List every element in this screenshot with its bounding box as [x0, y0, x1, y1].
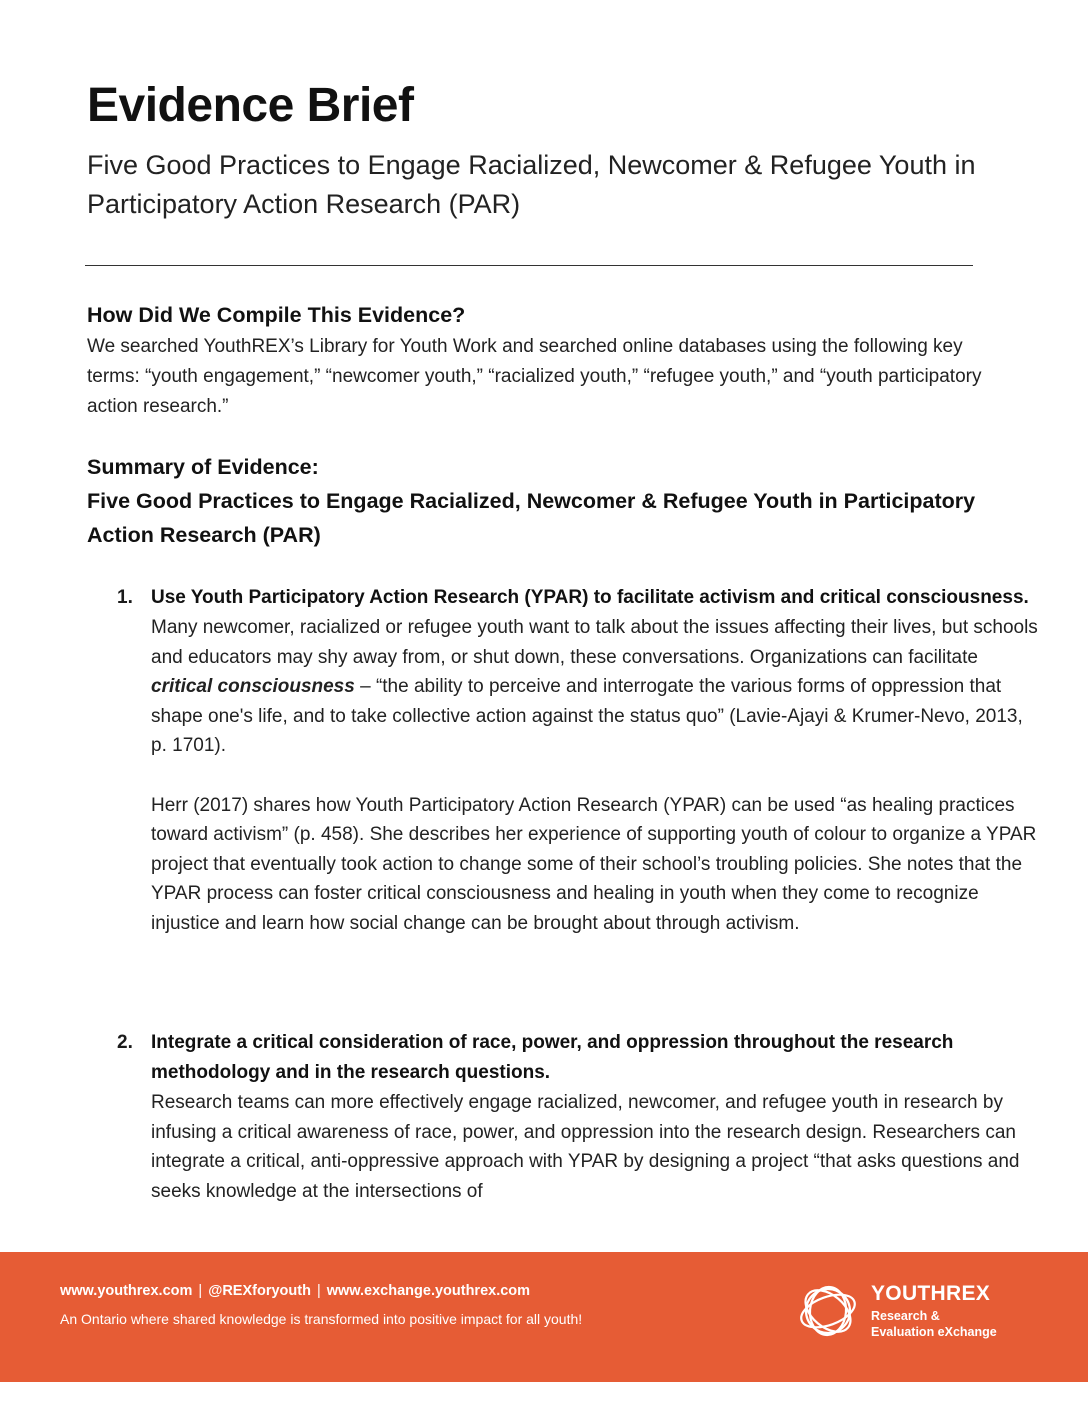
- paragraph-text: Many newcomer, racialized or refugee youth want to talk about the issues affecting their lives, but schools and educators may shy away from, or shut down, these conversations. Organizations can facilitate: [151, 617, 1038, 668]
- list-item: [117, 583, 1041, 939]
- website-link[interactable]: www.youthrex.com: [60, 1283, 193, 1299]
- summary-heading-line1: Summary of Evidence:: [87, 455, 319, 479]
- youthrex-logo: [795, 1278, 1015, 1348]
- twitter-handle-link[interactable]: @REXforyouth: [208, 1283, 311, 1299]
- header-divider: [85, 265, 973, 266]
- logo-name: YOUTHREX: [871, 1282, 991, 1305]
- summary-heading: [87, 450, 1002, 552]
- paragraph-text: – “the ability to perceive and interrogate the various forms of oppression that shape one's life, and to take collective action against the status quo” (Lavie-Ajayi & Krumer-Nevo, 2013, p. 1701).: [151, 676, 1023, 757]
- exchange-link[interactable]: www.exchange.youthrex.com: [326, 1283, 531, 1299]
- circles-logo-icon: [795, 1278, 861, 1344]
- list-item-paragraph: [151, 613, 1041, 761]
- footer-links: [60, 1283, 530, 1299]
- logo-subtitle-line2: Evaluation eXchange: [871, 1325, 997, 1339]
- list-item-heading: Use Youth Participatory Action Research (YPAR) to facilitate activism and critical consciousness.: [151, 587, 1029, 608]
- compile-heading: How Did We Compile This Evidence?: [87, 303, 466, 327]
- link-separator: |: [316, 1283, 321, 1299]
- list-item-number: 2.: [117, 1032, 133, 1053]
- compile-section: [87, 298, 1002, 422]
- compile-body: We searched YouthREX’s Library for Youth Work and searched online databases using the following key terms: “youth engagement,” “newcomer youth,” “racialized youth,” “refugee youth,” and “youth participatory action research.”: [87, 336, 982, 417]
- list-item-heading: Integrate a critical consideration of race, power, and oppression throughout the research methodology and in the research questions.: [151, 1032, 954, 1083]
- link-separator: |: [198, 1283, 203, 1299]
- list-item-paragraph: Herr (2017) shares how Youth Participatory Action Research (YPAR) can be used “as healing practices toward activism” (p. 458). She describes her experience of supporting youth of colour to organize a YPAR project that eventually took action to change some of their school’s troubling policies. She notes that the YPAR process can foster critical consciousness and healing in youth when they come to recognize injustice and learn how social change can be brought about through activism.: [151, 794, 1037, 934]
- footer-banner: [0, 1252, 1088, 1382]
- emphasis-term: critical consciousness: [151, 676, 355, 698]
- logo-subtitle: [871, 1308, 1021, 1340]
- document-title: Evidence Brief: [87, 79, 414, 132]
- logo-subtitle-line1: Research &: [871, 1309, 940, 1323]
- summary-heading-line2: Five Good Practices to Engage Racialized, Newcomer & Refugee Youth in Participatory Action Research (PAR): [87, 489, 976, 547]
- list-item: [117, 1028, 1041, 1206]
- list-item-paragraph: Research teams can more effectively engage racialized, newcomer, and refugee youth in research by infusing a critical awareness of race, power, and oppression into the research design. Researchers can integrate a critical, anti-oppressive approach with YPAR by designing a project “that asks questions and seeks knowledge at the intersections of: [151, 1092, 1020, 1202]
- list-item-number: 1.: [117, 587, 133, 608]
- footer-tagline: An Ontario where shared knowledge is transformed into positive impact for all youth!: [60, 1311, 583, 1327]
- summary-section: [87, 450, 1002, 552]
- document-subtitle: Five Good Practices to Engage Racialized, Newcomer & Refugee Youth in Participatory Action Research (PAR): [87, 150, 976, 219]
